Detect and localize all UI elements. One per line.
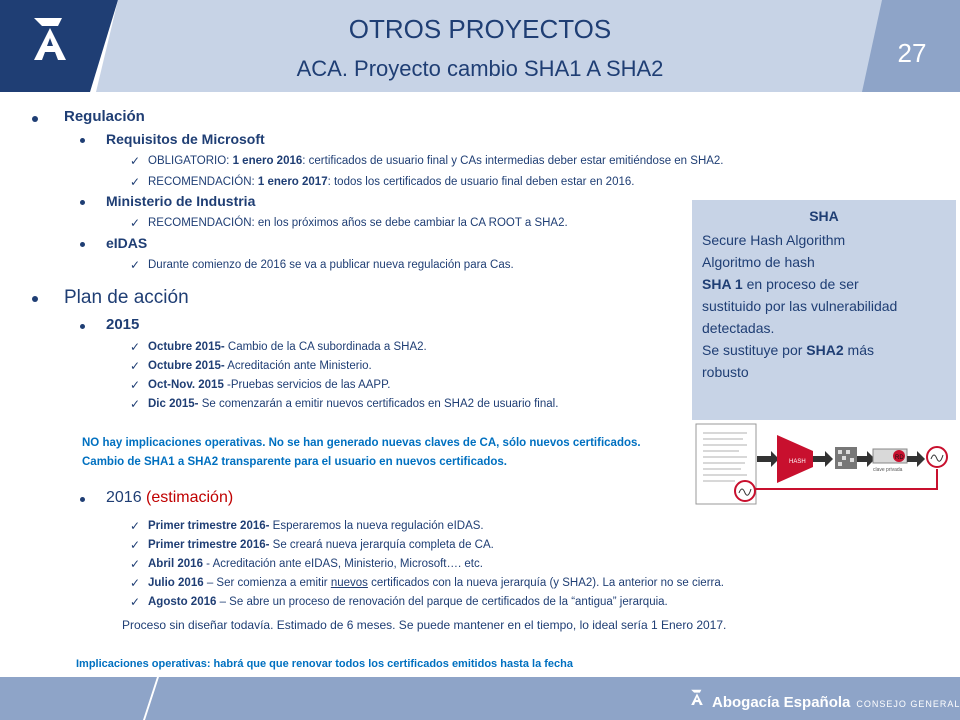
plan-2016-item: Primer trimestre 2016- Se creará nueva jerarquía completa de CA.	[148, 539, 494, 551]
plan-2016-item: Agosto 2016 – Se abre un proceso de renovación del parque de certificados de la “antigua” jerarquia.	[148, 596, 668, 608]
arrow-icon	[857, 451, 875, 467]
microsoft-heading: Requisitos de Microsoft	[106, 131, 265, 147]
check-icon: ✓	[130, 595, 141, 609]
check-icon: ✓	[130, 557, 141, 571]
check-icon: ✓	[130, 378, 141, 392]
microsoft-item-1: OBLIGATORIO: 1 enero 2016: certificados de usuario final y CAs intermedias deber estar emitiéndose en SHA2.	[148, 155, 724, 167]
plan-2015-item: Oct-Nov. 2015 -Pruebas servicios de las AAPP.	[148, 379, 391, 391]
funnel-label: HASH	[789, 459, 806, 465]
bullet-icon	[80, 200, 85, 205]
year-2016-heading: 2016 (estimación)	[106, 489, 234, 506]
microsoft-item-2: RECOMENDACIÓN: 1 enero 2017: todos los certificados de usuario final deben estar en 2016.	[148, 176, 635, 188]
plan-heading: Plan de acción	[64, 287, 189, 308]
check-icon: ✓	[130, 216, 141, 230]
note-no-implicaciones: NO hay implicaciones operativas. No se han generado nuevas claves de CA, sólo nuevos certificados.	[82, 437, 641, 449]
bullet-icon	[80, 497, 85, 502]
sha-line: sustituido por las vulnerabilidad	[702, 298, 898, 314]
abogacia-logo-icon	[28, 12, 72, 64]
arrow-icon	[813, 451, 833, 467]
sha-line: Algoritmo de hash	[702, 254, 815, 270]
signature-seal-icon	[735, 481, 755, 501]
bullet-icon	[80, 324, 85, 329]
key-label: clave privada	[873, 467, 903, 473]
check-icon: ✓	[130, 538, 141, 552]
plan-2015-item: Dic 2015- Se comenzarán a emitir nuevos certificados en SHA2 de usuario final.	[148, 398, 559, 410]
bullet-icon	[32, 116, 38, 122]
proceso-note: Proceso sin diseñar todavía. Estimado de 6 meses. Se puede mantener en el tiempo, lo ideal sería 1 Enero 2017.	[122, 618, 727, 632]
slide-subtitle: ACA. Proyecto cambio SHA1 A SHA2	[296, 56, 664, 81]
bullet-icon	[80, 138, 85, 143]
arrow-icon	[907, 451, 925, 467]
signature-seal-icon	[927, 447, 947, 467]
slide-number: 27	[897, 38, 927, 68]
key-code: RD	[895, 455, 904, 461]
sha-info-box	[692, 200, 956, 420]
check-icon: ✓	[130, 397, 141, 411]
slide-header	[0, 0, 960, 92]
sha-line: robusto	[702, 364, 749, 380]
implicaciones-note: Implicaciones operativas: habrá que que renovar todos los certificados emitidos hasta la fecha	[76, 658, 573, 670]
check-icon: ✓	[130, 576, 141, 590]
check-icon: ✓	[130, 340, 141, 354]
plan-2016-item: Abril 2016 - Acreditación ante eIDAS, Ministerio, Microsoft…. etc.	[148, 558, 483, 570]
sha-line: detectadas.	[702, 320, 775, 336]
plan-2016-item: Primer trimestre 2016- Esperaremos la nueva regulación eIDAS.	[148, 520, 484, 532]
footer-brand	[688, 687, 960, 711]
check-icon: ✓	[130, 519, 141, 533]
plan-2016-item: Julio 2016 – Ser comienza a emitir nuevos certificados con la nueva jerarquía (y SHA2). La anterior no se cierra.	[148, 577, 724, 589]
footer-brand-name: Abogacía Española	[712, 694, 851, 711]
ministerio-item-1: RECOMENDACIÓN: en los próximos años se debe cambiar la CA ROOT a SHA2.	[148, 217, 568, 229]
regulacion-heading: Regulación	[64, 108, 145, 125]
slide-content	[0, 92, 960, 677]
sha-box-title: SHA	[809, 208, 839, 224]
eidas-heading: eIDAS	[106, 235, 148, 251]
bullet-icon	[32, 296, 38, 302]
year-2015-heading: 2015	[106, 316, 140, 333]
hash-signature-diagram	[695, 423, 957, 506]
check-icon: ✓	[130, 359, 141, 373]
arrow-icon	[757, 451, 779, 467]
bullet-icon	[80, 242, 85, 247]
eidas-item-1: Durante comienzo de 2016 se va a publicar nueva regulación para Cas.	[148, 259, 514, 271]
sha-line: SHA 1 en proceso de ser	[702, 276, 859, 292]
abogacia-logo-icon	[688, 687, 706, 711]
check-icon: ✓	[130, 154, 141, 168]
sha-line: Se sustituye por SHA2 más	[702, 342, 874, 358]
ministerio-heading: Ministerio de Industria	[106, 193, 256, 209]
check-icon: ✓	[130, 258, 141, 272]
check-icon: ✓	[130, 175, 141, 189]
sha-line: Secure Hash Algorithm	[702, 232, 846, 248]
footer-brand-sub: CONSEJO GENERAL	[856, 699, 960, 709]
note-transparente: Cambio de SHA1 a SHA2 transparente para el usuario en nuevos certificados.	[82, 456, 507, 468]
slide-title: OTROS PROYECTOS	[348, 14, 612, 44]
plan-2015-item: Octubre 2015- Acreditación ante Ministerio.	[148, 360, 372, 372]
plan-2015-item: Octubre 2015- Cambio de la CA subordinada a SHA2.	[148, 341, 427, 353]
